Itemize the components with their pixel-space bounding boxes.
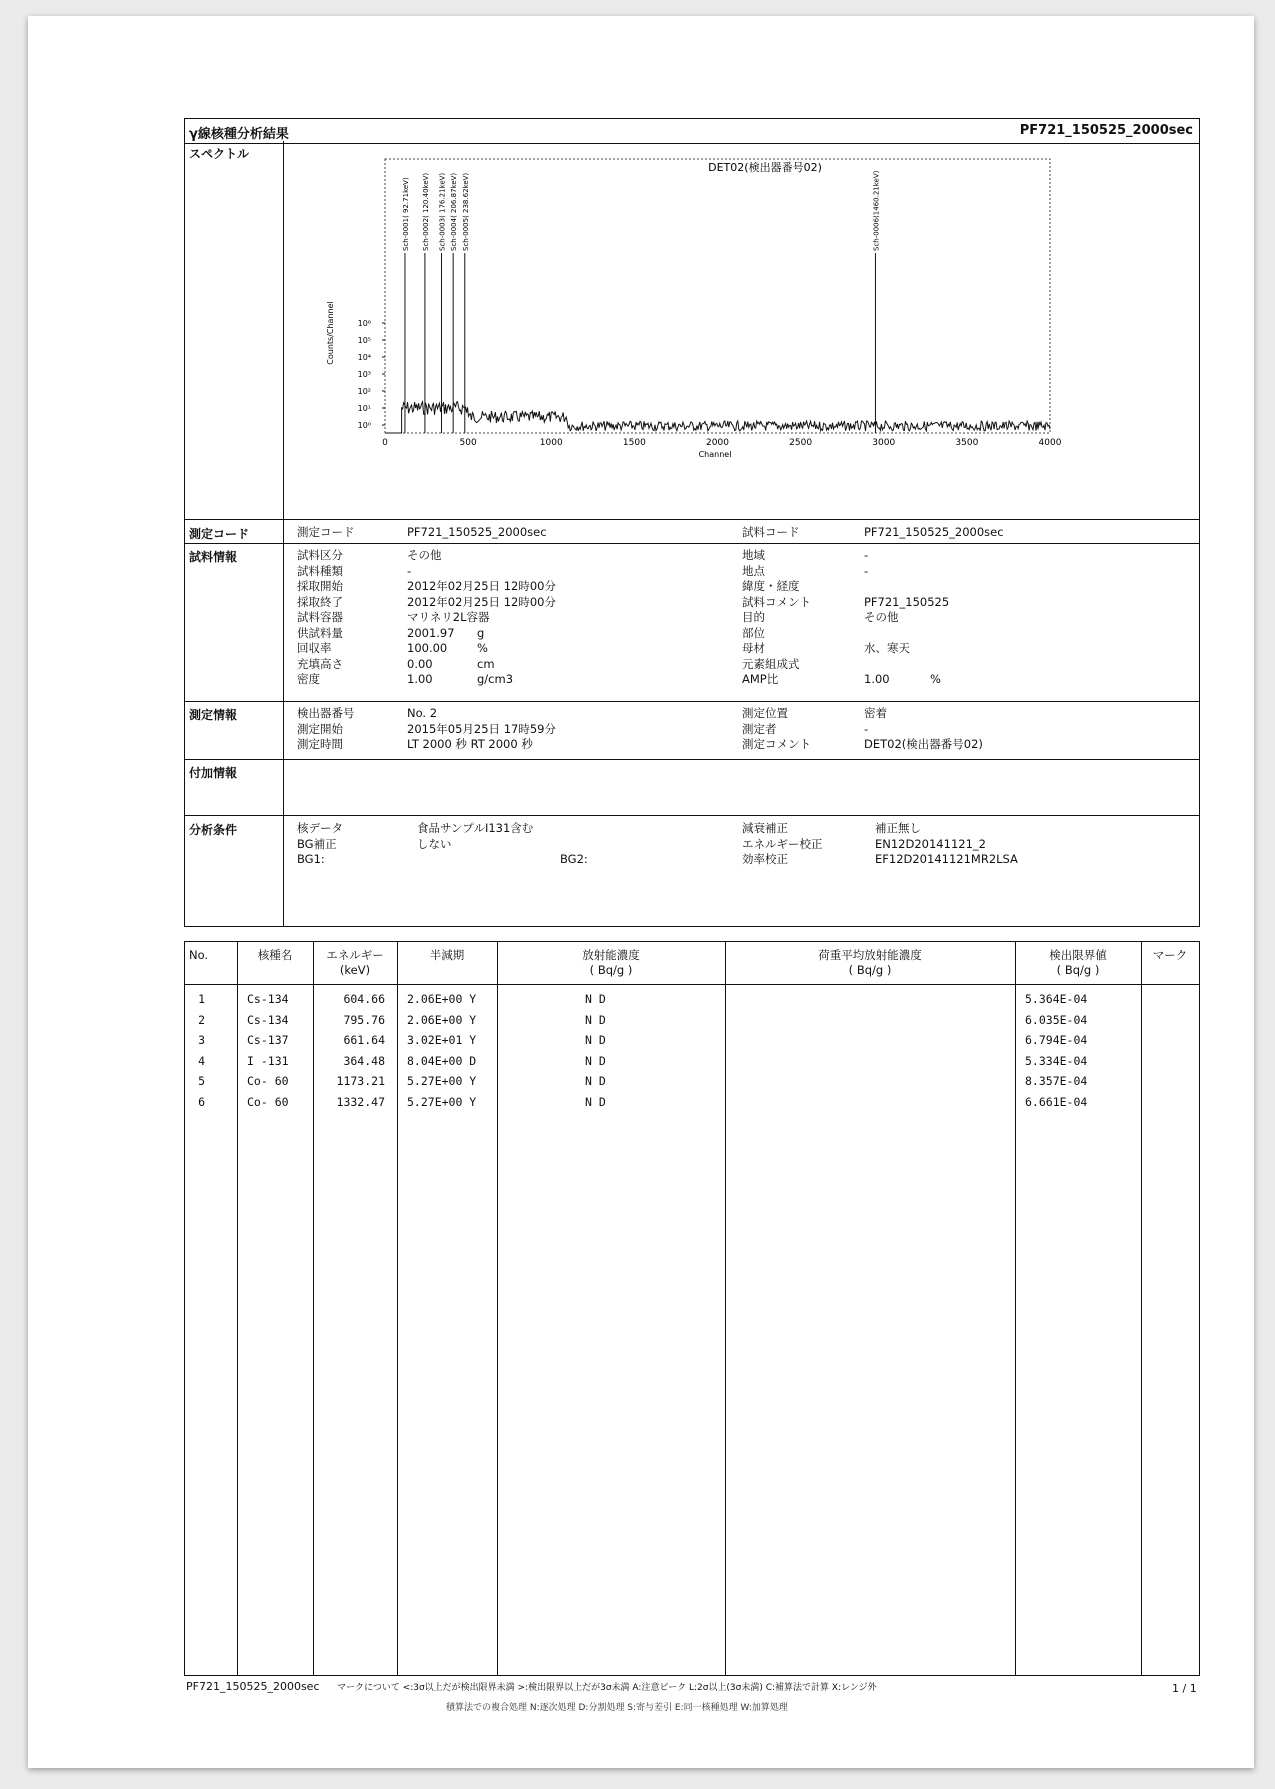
info-k: 減衰補正 (742, 821, 788, 835)
th-activity-unit: ( Bq/g ) (589, 963, 633, 977)
cell-energy: 1173.21 (336, 1074, 385, 1088)
info-v: しない (417, 836, 452, 851)
sample-code: PF721_150525_2000sec (864, 525, 1004, 539)
info-v: EF12D20141121MR2LSA (875, 852, 1018, 866)
info-u: cm (477, 656, 495, 671)
y-tick-label: 10² (357, 387, 371, 396)
info-v: 密着 (864, 706, 887, 720)
y-axis-label: Counts/Channel (326, 301, 335, 365)
th-nuclide: 核種名 (257, 948, 293, 962)
cell-limit: 6.794E-04 (1025, 1033, 1088, 1047)
cell-limit: 6.035E-04 (1025, 1012, 1088, 1027)
th-weighted-unit: ( Bq/g ) (848, 963, 892, 977)
info-k: 母材 (742, 641, 765, 655)
sample-info-right-keys (742, 548, 811, 688)
info-k: 試料容器 (297, 610, 343, 624)
info-v: - (864, 563, 869, 578)
info-v: EN12D20141121_2 (875, 836, 986, 851)
cell-nuclide: Cs-137 (247, 1033, 289, 1047)
info-u (930, 626, 941, 642)
th-activity-label: 放射能濃度 (582, 948, 640, 962)
info-k: 効率校正 (742, 852, 788, 866)
cell-halflife: 8.04E+00 D (407, 1053, 477, 1068)
cell-limit: 5.364E-04 (1025, 992, 1088, 1006)
info-v: PF721_150525 (864, 594, 950, 609)
info-k: 試料区分 (297, 548, 343, 562)
info-v: 食品サンプルI131含む (417, 821, 534, 835)
cell-limit: 8.357E-04 (1025, 1074, 1088, 1088)
info-v: 1.00 (864, 672, 890, 686)
info-v: その他 (864, 610, 899, 624)
results-rows (185, 992, 1199, 1115)
info-v: 2012年02月25日 12時00分 (407, 594, 556, 609)
code-label: 測定コード (189, 527, 250, 541)
info-u (477, 548, 513, 564)
info-v: 2001.97 (407, 625, 455, 640)
peak-marker-label: Sch-0001( 92.71keV) (401, 177, 410, 251)
analysis-label: 分析条件 (189, 823, 238, 837)
info-k: 地域 (742, 548, 765, 562)
info-k: 核データ (297, 821, 343, 835)
info-v: DET02(検出器番号02) (864, 737, 983, 751)
table-row (185, 1033, 1199, 1054)
meas-info-right-values (864, 706, 983, 753)
y-tick-label: 10⁶ (357, 319, 371, 328)
info-k: 元素組成式 (742, 656, 800, 671)
cell-activity: N D (585, 992, 606, 1006)
cell-limit: 6.661E-04 (1025, 1094, 1088, 1109)
info-v (417, 852, 533, 868)
info-k: 採取終了 (297, 594, 343, 609)
cell-halflife: 3.02E+01 Y (407, 1033, 477, 1047)
sample-info-left-keys (297, 548, 343, 688)
info-k: 測定時間 (297, 737, 343, 751)
x-tick-label: 3000 (872, 438, 896, 448)
th-weighted (725, 942, 1015, 990)
table-row (185, 992, 1199, 1013)
table-row (185, 1095, 1199, 1116)
y-tick-label: 10³ (357, 370, 371, 379)
cell-nuclide: Cs-134 (247, 992, 289, 1006)
footer-legend (186, 1680, 877, 1693)
cell-activity: N D (585, 1074, 606, 1088)
cell-limit: 5.334E-04 (1025, 1053, 1088, 1068)
cell-no: 1 (198, 992, 205, 1006)
footer-file-id: PF721_150525_2000sec (186, 1680, 320, 1693)
info-u (930, 579, 941, 595)
info-k: 試料コメント (742, 594, 811, 609)
analysis-right-keys (742, 821, 823, 868)
cell-activity: N D (585, 1053, 606, 1068)
label-column-divider (283, 141, 284, 926)
th-mark: マーク (1152, 948, 1188, 962)
peak-marker-label: Sch-0002( 120.40keV) (421, 172, 430, 251)
sample-info-right-units (930, 548, 941, 688)
footer-legend-line2: 積算法での複合処理 N:逐次処理 D:分割処理 S:寄与差引 E:同一核種処理 W:加算処理 (446, 1703, 788, 1713)
cell-nuclide: Co- 60 (247, 1074, 289, 1088)
info-k: 測定コメント (742, 737, 811, 751)
cell-energy: 795.76 (343, 1012, 385, 1027)
info-u (477, 610, 513, 626)
info-k: 回収率 (297, 641, 332, 655)
spectrum-trace (385, 402, 1050, 433)
info-k: 採取開始 (297, 579, 343, 593)
meas-info-left-values (407, 706, 556, 753)
info-v: 水、寒天 (864, 641, 910, 655)
report-file-id: PF721_150525_2000sec (1019, 123, 1193, 138)
info-k: エネルギー校正 (742, 836, 823, 851)
info-v: - (407, 563, 412, 578)
analysis-right-values (875, 821, 1018, 868)
info-v: No. 2 (407, 706, 438, 720)
info-k: 目的 (742, 610, 765, 624)
info-k: 検出器番号 (297, 706, 355, 720)
cell-energy: 1332.47 (336, 1094, 385, 1109)
info-v: 2012年02月25日 12時00分 (407, 579, 556, 593)
plot-area (385, 159, 1050, 433)
footer-legend-line1: マークについて <:3σ以上だが検出限界未満 >:検出限界以上だが3σ未満 A:注意ピーク L:2σ以上(3σ未満) C:補算法で計算 X:レンジ外 (337, 1683, 877, 1693)
th-weighted-label: 荷重平均放射能濃度 (818, 948, 922, 962)
info-u (930, 641, 941, 657)
extra-info-label: 付加情報 (189, 766, 238, 780)
th-halflife: 半減期 (429, 948, 465, 962)
info-k: BG補正 (297, 836, 337, 851)
info-k: 試料種類 (297, 563, 343, 578)
info-u (930, 548, 941, 564)
cell-no: 3 (198, 1033, 205, 1047)
meas-info-right-keys (742, 706, 811, 753)
bg2-label: BG2: (560, 852, 588, 866)
info-u (477, 595, 513, 611)
report-title: γ線核種分析結果 (189, 127, 289, 142)
page-number: 1 / 1 (1172, 1682, 1197, 1695)
divider-analysis (185, 815, 1199, 816)
info-v: - (864, 721, 869, 736)
spectrum-chart (285, 143, 1197, 519)
code-key-2: 試料コード (742, 525, 800, 539)
info-v: LT 2000 秒 RT 2000 秒 (407, 737, 533, 751)
info-k: 充填高さ (297, 656, 343, 671)
sample-info-label: 試料情報 (189, 550, 238, 564)
info-k: AMP比 (742, 672, 779, 686)
th-limit-unit: ( Bq/g ) (1056, 963, 1100, 977)
info-v: その他 (407, 548, 442, 562)
info-u: % (930, 672, 941, 686)
cell-nuclide: I -131 (247, 1053, 289, 1068)
info-frame (184, 141, 1200, 927)
cell-no: 4 (198, 1053, 205, 1068)
info-k: 供試料量 (297, 625, 343, 640)
cell-activity: N D (585, 1094, 606, 1109)
th-energy (313, 942, 397, 990)
info-v: 1.00 (407, 672, 433, 686)
x-tick-label: 500 (459, 438, 477, 448)
x-tick-label: 1000 (539, 438, 563, 448)
x-tick-label: 2000 (706, 438, 729, 448)
th-activity (497, 942, 725, 990)
peak-marker-label: Sch-0003( 176.21keV) (438, 172, 447, 251)
divider-code (185, 519, 1199, 520)
info-u: g/cm3 (477, 672, 514, 686)
th-energy-label: エネルギー (326, 948, 384, 962)
cell-no: 5 (198, 1074, 205, 1088)
y-tick-label: 10⁵ (357, 336, 371, 345)
x-axis-label: Channel (698, 450, 732, 459)
cell-energy: 604.66 (343, 992, 385, 1006)
y-tick-label: 10⁴ (357, 353, 371, 362)
cell-energy: 364.48 (343, 1053, 385, 1068)
info-v: 2015年05月25日 17時59分 (407, 721, 556, 736)
cell-energy: 661.64 (343, 1033, 385, 1047)
info-v: 0.00 (407, 656, 433, 671)
cell-halflife: 2.06E+00 Y (407, 992, 477, 1006)
info-k: 地点 (742, 563, 765, 578)
th-limit (1015, 942, 1141, 990)
analysis-left-keys (297, 821, 343, 868)
info-k: 緯度・経度 (742, 579, 800, 593)
info-k: 測定者 (742, 721, 777, 736)
th-energy-unit: (keV) (339, 963, 371, 977)
info-u (930, 610, 941, 626)
th-limit-label: 検出限界値 (1049, 948, 1107, 962)
info-u (477, 579, 513, 595)
table-row (185, 1013, 1199, 1034)
info-k: BG1: (297, 852, 325, 866)
th-no: No. (189, 948, 209, 962)
sample-info-left-units (477, 548, 513, 688)
cell-halflife: 5.27E+00 Y (407, 1074, 477, 1088)
divider-sample (185, 543, 1199, 544)
y-tick-label: 10⁰ (357, 421, 371, 430)
spectrum-label: スペクトル (189, 147, 250, 161)
y-tick-label: 10¹ (357, 404, 371, 413)
divider-extra (185, 759, 1199, 760)
info-u (930, 657, 941, 673)
peak-marker-label: Sch-0006(1460.21keV) (872, 170, 881, 251)
analysis-left-values (417, 821, 533, 868)
measurement-code: PF721_150525_2000sec (407, 525, 547, 539)
cell-no: 2 (198, 1012, 205, 1027)
code-key-1: 測定コード (297, 525, 355, 539)
info-k: 測定位置 (742, 706, 788, 720)
meas-info-label: 測定情報 (189, 708, 238, 722)
cell-halflife: 2.06E+00 Y (407, 1012, 477, 1027)
divider-measurement (185, 701, 1199, 702)
info-u (930, 564, 941, 580)
info-v: - (864, 548, 869, 562)
info-v: 100.00 (407, 641, 448, 655)
info-v: マリネリ2L容器 (407, 610, 490, 624)
info-k: 部位 (742, 625, 765, 640)
info-u: g (477, 625, 485, 640)
results-table (184, 941, 1200, 1676)
cell-activity: N D (585, 1012, 606, 1027)
table-row (185, 1054, 1199, 1075)
cell-activity: N D (585, 1033, 606, 1047)
info-k: 密度 (297, 672, 320, 686)
peak-marker-label: Sch-0005( 238.62keV) (461, 172, 470, 251)
cell-nuclide: Co- 60 (247, 1094, 289, 1109)
x-tick-label: 2500 (789, 438, 813, 448)
cell-halflife: 5.27E+00 Y (407, 1094, 477, 1109)
cell-no: 6 (198, 1094, 205, 1109)
info-u (930, 595, 941, 611)
x-tick-label: 0 (382, 438, 388, 448)
chart-title: DET02(検出器番号02) (708, 161, 822, 174)
cell-nuclide: Cs-134 (247, 1012, 289, 1027)
x-tick-label: 4000 (1038, 438, 1062, 448)
meas-info-left-keys (297, 706, 355, 753)
info-u: % (477, 641, 488, 655)
x-tick-label: 3500 (955, 438, 979, 448)
x-tick-label: 1500 (622, 438, 646, 448)
info-u (477, 564, 513, 580)
table-row (185, 1074, 1199, 1095)
info-v: 補正無し (875, 821, 921, 835)
peak-marker-label: Sch-0004( 206.87keV) (450, 172, 459, 251)
info-k: 測定開始 (297, 721, 343, 736)
